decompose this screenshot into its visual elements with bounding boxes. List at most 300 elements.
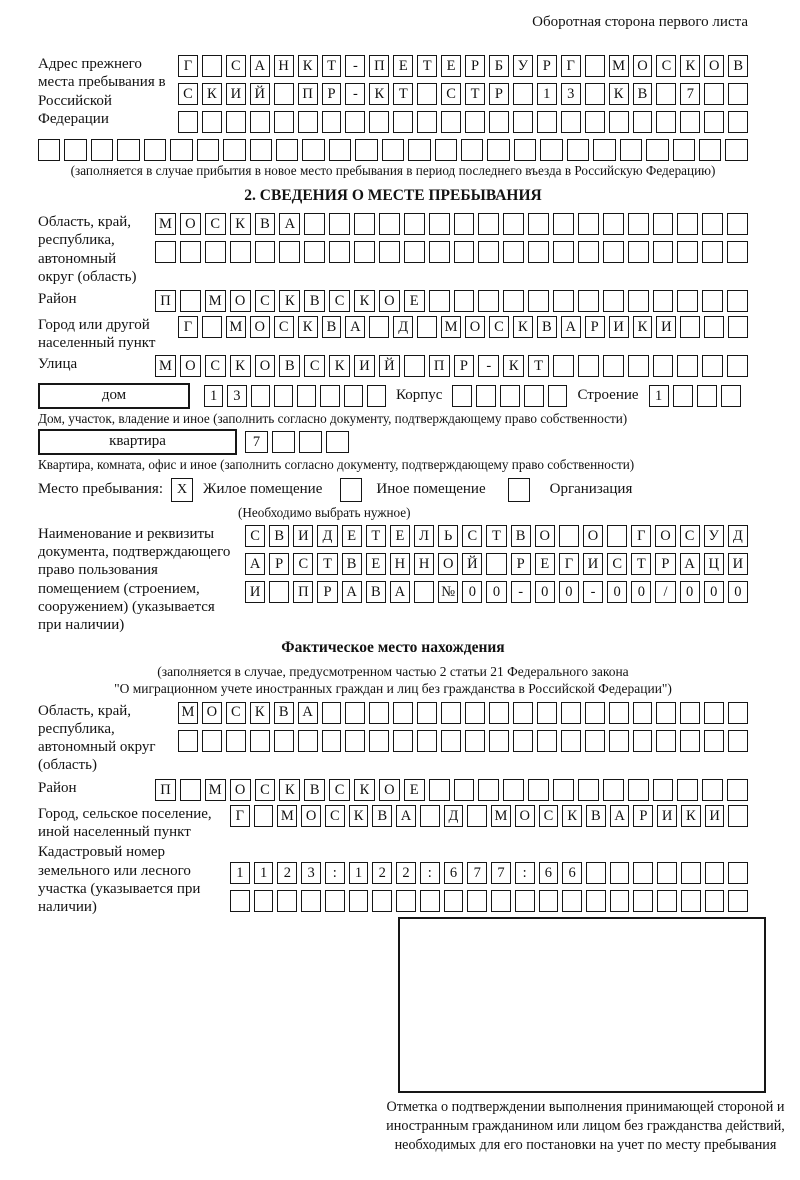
char-cell[interactable] [250,111,270,133]
char-cell[interactable] [435,139,457,161]
char-cell[interactable]: К [329,355,350,377]
char-cell[interactable]: С [205,213,226,235]
char-cell[interactable]: О [379,779,400,801]
char-cell[interactable]: Р [465,55,485,77]
char-cell[interactable]: Е [366,553,386,575]
char-cell[interactable]: - [583,581,603,603]
char-cell[interactable] [585,111,605,133]
char-cell[interactable] [367,385,386,407]
char-cell[interactable]: К [680,55,700,77]
char-cell[interactable]: О [301,805,321,827]
char-cell[interactable] [728,862,748,884]
char-cell[interactable] [704,316,724,338]
char-cell[interactable] [728,890,748,912]
char-cell[interactable]: Н [390,553,410,575]
char-cell[interactable]: П [298,83,318,105]
char-cell[interactable]: С [607,553,627,575]
char-cell[interactable]: Й [462,553,482,575]
char-cell[interactable] [503,290,524,312]
char-cell[interactable]: 7 [245,431,268,453]
char-cell[interactable] [454,241,475,263]
char-cell[interactable] [586,890,606,912]
char-cell[interactable]: О [230,779,251,801]
char-cell[interactable]: К [354,779,375,801]
char-cell[interactable]: 0 [462,581,482,603]
char-cell[interactable] [408,139,430,161]
char-cell[interactable]: 1 [649,385,669,407]
char-cell[interactable]: О [180,213,201,235]
char-cell[interactable]: К [513,316,533,338]
char-cell[interactable] [489,730,509,752]
char-cell[interactable]: С [255,290,276,312]
char-cell[interactable]: В [366,581,386,603]
char-cell[interactable] [728,111,748,133]
char-cell[interactable]: К [349,805,369,827]
char-cell[interactable] [727,213,748,235]
char-cell[interactable]: / [655,581,675,603]
char-cell[interactable]: 1 [230,862,250,884]
char-cell[interactable] [202,111,222,133]
char-cell[interactable] [429,213,450,235]
char-cell[interactable] [226,111,246,133]
char-cell[interactable]: Р [454,355,475,377]
char-cell[interactable]: У [704,525,724,547]
char-cell[interactable] [528,290,549,312]
char-cell[interactable]: У [513,55,533,77]
char-cell[interactable]: П [155,779,176,801]
char-cell[interactable] [653,241,674,263]
char-cell[interactable]: 0 [704,581,724,603]
char-cell[interactable] [680,702,700,724]
char-cell[interactable] [633,862,653,884]
char-cell[interactable] [64,139,86,161]
char-cell[interactable]: Г [178,55,198,77]
char-cell[interactable] [559,525,579,547]
char-cell[interactable] [585,702,605,724]
char-cell[interactable] [537,702,557,724]
char-cell[interactable] [429,241,450,263]
char-cell[interactable]: С [178,83,198,105]
char-cell[interactable] [537,730,557,752]
char-cell[interactable] [628,355,649,377]
char-cell[interactable]: И [226,83,246,105]
char-cell[interactable] [417,111,437,133]
char-cell[interactable] [515,890,535,912]
char-cell[interactable] [503,779,524,801]
char-cell[interactable] [524,385,544,407]
char-cell[interactable] [528,213,549,235]
char-cell[interactable]: А [342,581,362,603]
char-cell[interactable] [578,355,599,377]
char-cell[interactable]: Л [414,525,434,547]
char-cell[interactable]: Е [393,55,413,77]
char-cell[interactable] [251,385,270,407]
char-cell[interactable] [553,355,574,377]
char-cell[interactable] [704,702,724,724]
char-cell[interactable]: Р [489,83,509,105]
char-cell[interactable]: Д [317,525,337,547]
char-cell[interactable] [355,139,377,161]
char-cell[interactable] [420,805,440,827]
char-cell[interactable]: Д [393,316,413,338]
char-cell[interactable] [404,355,425,377]
char-cell[interactable]: Г [230,805,250,827]
char-cell[interactable] [304,241,325,263]
char-cell[interactable]: М [178,702,198,724]
char-cell[interactable] [91,139,113,161]
char-cell[interactable]: Т [417,55,437,77]
char-cell[interactable]: 3 [561,83,581,105]
char-cell[interactable]: Е [342,525,362,547]
char-cell[interactable]: 0 [631,581,651,603]
char-cell[interactable] [202,55,222,77]
char-cell[interactable] [354,213,375,235]
char-cell[interactable] [528,241,549,263]
char-cell[interactable] [420,890,440,912]
char-cell[interactable] [379,213,400,235]
char-cell[interactable]: А [561,316,581,338]
char-cell[interactable] [513,702,533,724]
char-cell[interactable]: С [325,805,345,827]
char-cell[interactable]: К [230,355,251,377]
char-cell[interactable] [117,139,139,161]
char-cell[interactable] [728,83,748,105]
char-cell[interactable]: И [293,525,313,547]
char-cell[interactable]: А [680,553,700,575]
char-cell[interactable]: С [255,779,276,801]
char-cell[interactable]: С [462,525,482,547]
char-cell[interactable] [329,213,350,235]
char-cell[interactable]: К [298,55,318,77]
char-cell[interactable] [656,111,676,133]
char-cell[interactable] [553,241,574,263]
char-cell[interactable] [322,111,342,133]
char-cell[interactable]: К [279,779,300,801]
char-cell[interactable]: В [537,316,557,338]
char-cell[interactable]: И [354,355,375,377]
char-cell[interactable] [567,139,589,161]
char-cell[interactable]: И [245,581,265,603]
char-cell[interactable] [302,139,324,161]
char-cell[interactable]: О [230,290,251,312]
char-cell[interactable]: К [298,316,318,338]
char-cell[interactable] [656,702,676,724]
char-cell[interactable]: - [345,55,365,77]
char-cell[interactable]: С [441,83,461,105]
char-cell[interactable]: С [205,355,226,377]
char-cell[interactable] [329,241,350,263]
char-cell[interactable] [369,111,389,133]
char-cell[interactable]: Р [317,581,337,603]
char-cell[interactable]: - [511,581,531,603]
char-cell[interactable] [369,730,389,752]
char-cell[interactable] [441,702,461,724]
char-cell[interactable]: В [586,805,606,827]
char-cell[interactable] [628,779,649,801]
char-cell[interactable] [503,213,524,235]
char-cell[interactable] [610,862,630,884]
char-cell[interactable]: Е [404,290,425,312]
char-cell[interactable] [269,581,289,603]
char-cell[interactable] [202,316,222,338]
char-cell[interactable] [681,862,701,884]
char-cell[interactable]: Т [317,553,337,575]
char-cell[interactable] [441,730,461,752]
char-cell[interactable] [276,139,298,161]
char-cell[interactable] [274,385,293,407]
char-cell[interactable] [478,290,499,312]
char-cell[interactable]: О [655,525,675,547]
char-cell[interactable] [444,890,464,912]
char-cell[interactable]: П [429,355,450,377]
char-cell[interactable] [254,805,274,827]
char-cell[interactable]: Р [585,316,605,338]
char-cell[interactable] [657,862,677,884]
char-cell[interactable] [603,779,624,801]
char-cell[interactable]: П [293,581,313,603]
char-cell[interactable]: О [465,316,485,338]
char-cell[interactable]: С [226,55,246,77]
char-cell[interactable]: В [274,702,294,724]
char-cell[interactable] [454,779,475,801]
char-cell[interactable]: 0 [559,581,579,603]
char-cell[interactable] [500,385,520,407]
char-cell[interactable]: В [279,355,300,377]
char-cell[interactable]: Р [537,55,557,77]
char-cell[interactable] [429,779,450,801]
char-cell[interactable] [144,139,166,161]
char-cell[interactable] [272,431,295,453]
char-cell[interactable] [299,431,322,453]
char-cell[interactable] [702,779,723,801]
char-cell[interactable]: В [304,779,325,801]
char-cell[interactable] [322,702,342,724]
char-cell[interactable]: 1 [254,862,274,884]
char-cell[interactable] [593,139,615,161]
char-cell[interactable]: А [279,213,300,235]
char-cell[interactable]: Р [269,553,289,575]
char-cell[interactable]: М [226,316,246,338]
char-cell[interactable]: 0 [486,581,506,603]
char-cell[interactable] [633,730,653,752]
char-cell[interactable]: Ц [704,553,724,575]
char-cell[interactable]: А [345,316,365,338]
char-cell[interactable]: Т [528,355,549,377]
char-cell[interactable] [461,139,483,161]
char-cell[interactable] [250,139,272,161]
char-cell[interactable]: В [728,55,748,77]
char-cell[interactable]: С [489,316,509,338]
char-cell[interactable]: М [205,779,226,801]
char-cell[interactable]: Г [631,525,651,547]
char-cell[interactable]: И [656,316,676,338]
char-cell[interactable]: К [202,83,222,105]
char-cell[interactable]: Ь [438,525,458,547]
char-cell[interactable]: В [342,553,362,575]
char-cell[interactable]: Г [178,316,198,338]
char-cell[interactable] [561,111,581,133]
char-cell[interactable] [725,139,747,161]
char-cell[interactable]: О [438,553,458,575]
char-cell[interactable] [322,730,342,752]
char-cell[interactable] [478,779,499,801]
char-cell[interactable] [393,111,413,133]
char-cell[interactable] [585,55,605,77]
char-cell[interactable]: Т [486,525,506,547]
char-cell[interactable] [656,83,676,105]
char-cell[interactable] [702,213,723,235]
char-cell[interactable] [465,111,485,133]
char-cell[interactable] [393,730,413,752]
char-cell[interactable] [727,779,748,801]
char-cell[interactable] [489,702,509,724]
char-cell[interactable] [274,111,294,133]
char-cell[interactable] [646,139,668,161]
char-cell[interactable] [633,702,653,724]
char-cell[interactable]: В [372,805,392,827]
char-cell[interactable] [657,890,677,912]
char-cell[interactable] [653,290,674,312]
char-cell[interactable] [226,730,246,752]
char-cell[interactable] [454,290,475,312]
char-cell[interactable]: О [250,316,270,338]
char-cell[interactable]: С [656,55,676,77]
char-cell[interactable] [728,702,748,724]
char-cell[interactable] [586,862,606,884]
char-cell[interactable] [610,890,630,912]
char-cell[interactable] [673,139,695,161]
char-cell[interactable] [677,241,698,263]
char-cell[interactable] [677,213,698,235]
char-cell[interactable] [680,316,700,338]
char-cell[interactable] [633,890,653,912]
char-cell[interactable] [404,241,425,263]
char-cell[interactable] [727,290,748,312]
char-cell[interactable]: О [202,702,222,724]
char-cell[interactable] [578,290,599,312]
char-cell[interactable]: Е [390,525,410,547]
char-cell[interactable] [702,290,723,312]
char-cell[interactable]: С [304,355,325,377]
char-cell[interactable] [540,139,562,161]
char-cell[interactable] [633,111,653,133]
char-cell[interactable]: С [329,779,350,801]
char-cell[interactable] [603,290,624,312]
char-cell[interactable] [478,213,499,235]
char-cell[interactable] [465,702,485,724]
char-cell[interactable]: Е [404,779,425,801]
char-cell[interactable]: В [269,525,289,547]
char-cell[interactable] [344,385,363,407]
char-cell[interactable] [677,779,698,801]
char-cell[interactable] [277,890,297,912]
char-cell[interactable] [369,702,389,724]
char-cell[interactable]: О [583,525,603,547]
char-cell[interactable]: Т [366,525,386,547]
char-cell[interactable] [230,241,251,263]
char-cell[interactable] [304,213,325,235]
char-cell[interactable]: О [633,55,653,77]
char-cell[interactable] [514,139,536,161]
char-cell[interactable] [628,241,649,263]
char-cell[interactable] [452,385,472,407]
char-cell[interactable]: Р [322,83,342,105]
char-cell[interactable]: М [205,290,226,312]
char-cell[interactable] [197,139,219,161]
char-cell[interactable]: : [420,862,440,884]
char-cell[interactable] [404,213,425,235]
char-cell[interactable] [345,702,365,724]
char-cell[interactable] [297,385,316,407]
char-cell[interactable]: В [511,525,531,547]
char-cell[interactable] [561,730,581,752]
char-cell[interactable] [728,730,748,752]
char-cell[interactable]: 1 [537,83,557,105]
char-cell[interactable] [585,83,605,105]
char-cell[interactable]: 7 [467,862,487,884]
char-cell[interactable]: Т [631,553,651,575]
char-cell[interactable]: К [633,316,653,338]
char-cell[interactable] [704,111,724,133]
char-cell[interactable] [417,316,437,338]
char-cell[interactable]: 2 [372,862,392,884]
char-cell[interactable]: 1 [204,385,223,407]
char-cell[interactable]: В [633,83,653,105]
char-cell[interactable] [255,241,276,263]
char-cell[interactable] [298,111,318,133]
char-cell[interactable]: Д [444,805,464,827]
char-cell[interactable]: С [293,553,313,575]
char-cell[interactable]: О [180,355,201,377]
char-cell[interactable]: К [279,290,300,312]
char-cell[interactable] [699,139,721,161]
char-cell[interactable]: А [396,805,416,827]
char-cell[interactable]: П [369,55,389,77]
char-cell[interactable]: М [491,805,511,827]
char-cell[interactable]: А [298,702,318,724]
char-cell[interactable] [180,241,201,263]
char-cell[interactable] [677,355,698,377]
char-cell[interactable] [609,730,629,752]
char-cell[interactable] [369,316,389,338]
char-cell[interactable] [553,290,574,312]
char-cell[interactable] [396,890,416,912]
char-cell[interactable]: К [503,355,524,377]
char-cell[interactable]: В [322,316,342,338]
char-cell[interactable]: : [325,862,345,884]
char-cell[interactable] [528,779,549,801]
char-cell[interactable]: О [255,355,276,377]
char-cell[interactable] [704,730,724,752]
char-cell[interactable]: 0 [535,581,555,603]
char-cell[interactable]: В [255,213,276,235]
char-cell[interactable]: М [609,55,629,77]
char-cell[interactable]: Е [441,55,461,77]
char-cell[interactable]: 0 [680,581,700,603]
char-cell[interactable] [155,241,176,263]
char-cell[interactable]: О [379,290,400,312]
char-cell[interactable]: А [245,553,265,575]
char-cell[interactable] [202,730,222,752]
char-cell[interactable] [578,241,599,263]
char-cell[interactable] [274,730,294,752]
checkbox-inoe[interactable] [340,478,362,502]
char-cell[interactable] [279,241,300,263]
char-cell[interactable] [478,241,499,263]
char-cell[interactable] [180,290,201,312]
char-cell[interactable]: 2 [277,862,297,884]
char-cell[interactable]: - [478,355,499,377]
